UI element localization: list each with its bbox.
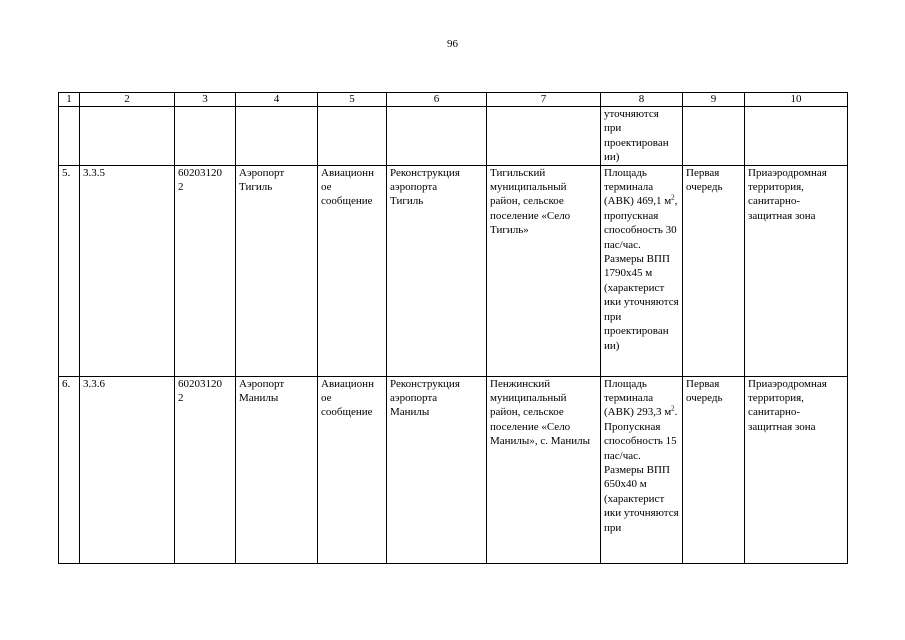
- row-number-cell: 5.: [59, 165, 80, 376]
- status-cell: Реконструкция аэропорта Тигиль: [387, 165, 487, 376]
- superscript: 2: [671, 193, 675, 202]
- superscript: 2: [671, 404, 675, 413]
- location-cell: Пенжинский муниципальный район, сельское поселение «Село Манилы», с. Манилы: [487, 376, 601, 563]
- characteristics-cell: [601, 376, 683, 563]
- purpose-cell: Авиационн ое сообщение: [318, 165, 387, 376]
- table-row: [59, 376, 848, 563]
- column-header: 10: [745, 93, 848, 107]
- table-cell: [487, 107, 601, 166]
- column-header: 3: [175, 93, 236, 107]
- object-name-cell: Аэропорт Манилы: [236, 376, 318, 563]
- status-cell: Реконструкция аэропорта Манилы: [387, 376, 487, 563]
- column-header: 7: [487, 93, 601, 107]
- purpose-cell: Авиационн ое сообщение: [318, 376, 387, 563]
- table-cell: [387, 107, 487, 166]
- object-name-cell: Аэропорт Тигиль: [236, 165, 318, 376]
- code-cell: 3.3.5: [80, 165, 175, 376]
- zone-cell: Приаэродромная территория, санитарно- защитная зона: [745, 376, 848, 563]
- continuation-row: [59, 107, 848, 166]
- table-cell: [80, 107, 175, 166]
- column-header: 1: [59, 93, 80, 107]
- code-cell: 3.3.6: [80, 376, 175, 563]
- column-header: 4: [236, 93, 318, 107]
- page-number: 96: [447, 38, 458, 50]
- column-header: 2: [80, 93, 175, 107]
- characteristics-text: Площадь терминала (АВК) 293,3 м: [604, 377, 672, 419]
- stage-cell: Первая очередь: [683, 376, 745, 563]
- table-cell: [175, 107, 236, 166]
- column-header: 9: [683, 93, 745, 107]
- stage-cell: Первая очередь: [683, 165, 745, 376]
- column-header: 5: [318, 93, 387, 107]
- header-row: [59, 93, 848, 107]
- table-cell: [683, 107, 745, 166]
- characteristics-text: Площадь терминала (АВК) 469,1 м: [604, 166, 672, 208]
- characteristics-text: , пропускная способность 30 пас/час. Размеры ВПП 1790x45 м (характерист ики уточняются при проектирован ии): [604, 195, 679, 352]
- characteristics-cell: уточняются при проектирован ии): [601, 107, 683, 166]
- document-table: [58, 92, 848, 564]
- zone-cell: Приаэродромная территория, санитарно- защитная зона: [745, 165, 848, 376]
- location-cell: Тигильский муниципальный район, сельское поселение «Село Тигиль»: [487, 165, 601, 376]
- row-number-cell: 6.: [59, 376, 80, 563]
- kind-code-cell: 60203120 2: [175, 165, 236, 376]
- table-cell: [59, 107, 80, 166]
- characteristics-text: . Пропускная способность 15 пас/час. Размеры ВПП 650x40 м (характерист ики уточняются при: [604, 406, 679, 534]
- table-cell: [318, 107, 387, 166]
- column-header: 8: [601, 93, 683, 107]
- table-cell: [745, 107, 848, 166]
- kind-code-cell: 60203120 2: [175, 376, 236, 563]
- characteristics-cell: [601, 165, 683, 376]
- column-header: 6: [387, 93, 487, 107]
- table-cell: [236, 107, 318, 166]
- table-row: [59, 165, 848, 376]
